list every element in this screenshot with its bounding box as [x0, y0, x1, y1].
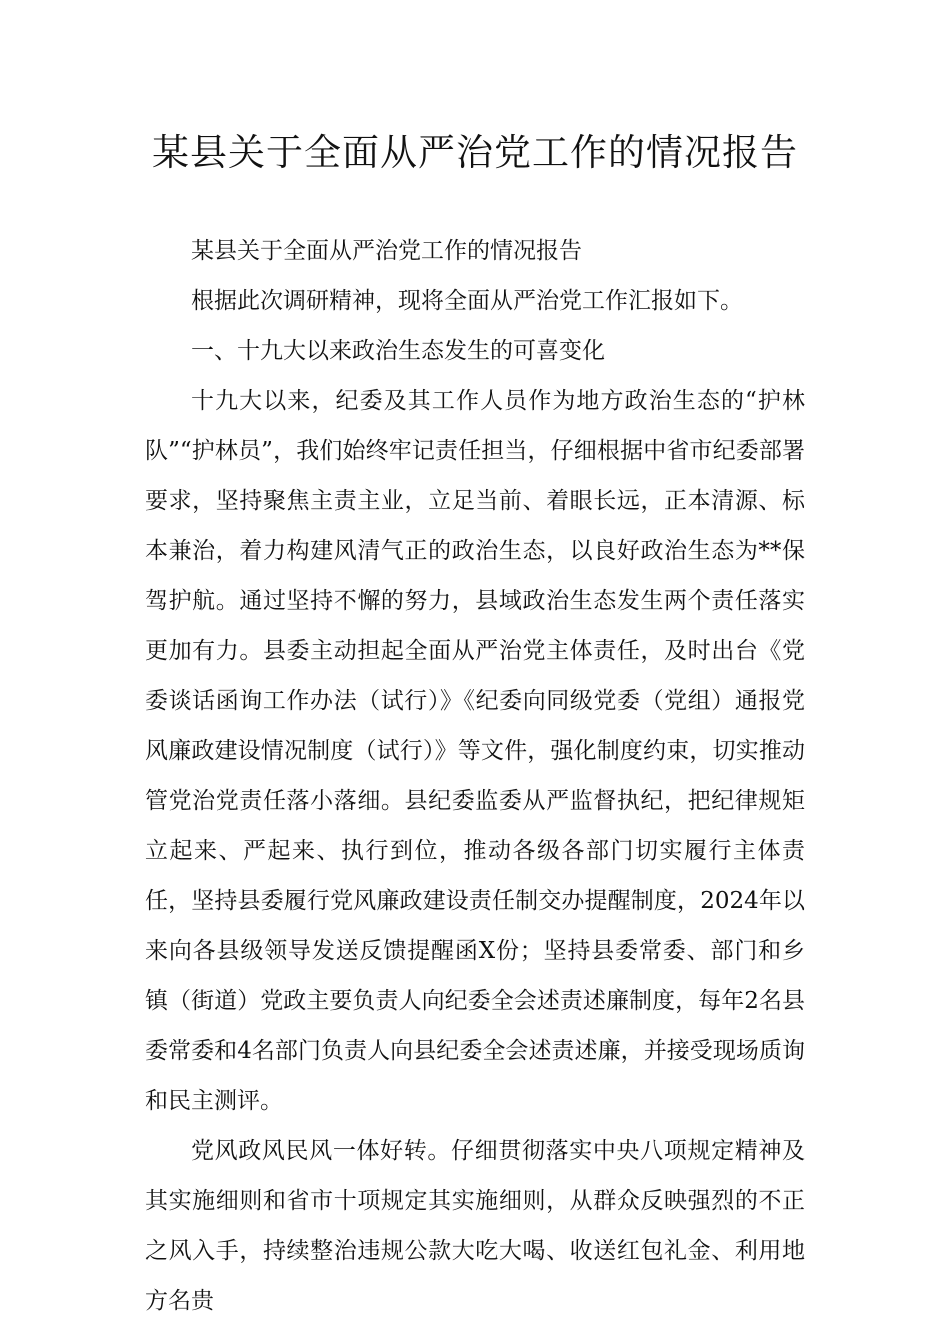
paragraph-heading-repeat: 某县关于全面从严治党工作的情况报告 [191, 238, 582, 264]
section-heading-1: 一、十九大以来政治生态发生的可喜变化 [191, 338, 605, 364]
paragraph-intro: 根据此次调研精神，现将全面从严治党工作汇报如下。 [191, 288, 743, 314]
document-title: 某县关于全面从严治党工作的情况报告 [152, 131, 798, 174]
paragraph-body-1: 十九大以来，纪委及其工作人员作为地方政治生态的“护林队”“护林员”，我们始终牢记责任担当，仔细根据中省市纪委部署要求，坚持聚焦主责主业，立足当前、着眼长远，正本清源、标本兼治，着力构建风清气正的政治生态，以良好政治生态为**保驾护航。通过坚持不懈的努力，县域政治生态发生两个责任落实更加有力。县委主动担起全面从严治党主体责任，及时出台《党委谈话函询工作办法（试行）》《纪委向同级党委（党组）通报党风廉政建设情况制度（试行）》等文件，强化制度约束，切实推动管党治党责任落小落细。县纪委监委从严监督执纪，把纪律规矩立起来、严起来、执行到位，推动各级各部门切实履行主体责任，坚持县委履行党风廉政建设责任制交办提醒制度，2024年以来向各县级领导发送反馈提醒函X份；坚持县委常委、部门和乡镇（街道）党政主要负责人向纪委全会述责述廉制度，每年2名县委常委和4名部门负责人向县纪委全会述责述廉，并接受现场质询和民主测评。 [145, 388, 805, 1114]
paragraph-body-2: 党风政风民风一体好转。仔细贯彻落实中央八项规定精神及其实施细则和省市十项规定其实施细则，从群众反映强烈的不正之风入手，持续整治违规公款大吃大喝、收送红包礼金、利用地方名贵 [145, 1138, 805, 1314]
document-body [145, 226, 805, 1326]
